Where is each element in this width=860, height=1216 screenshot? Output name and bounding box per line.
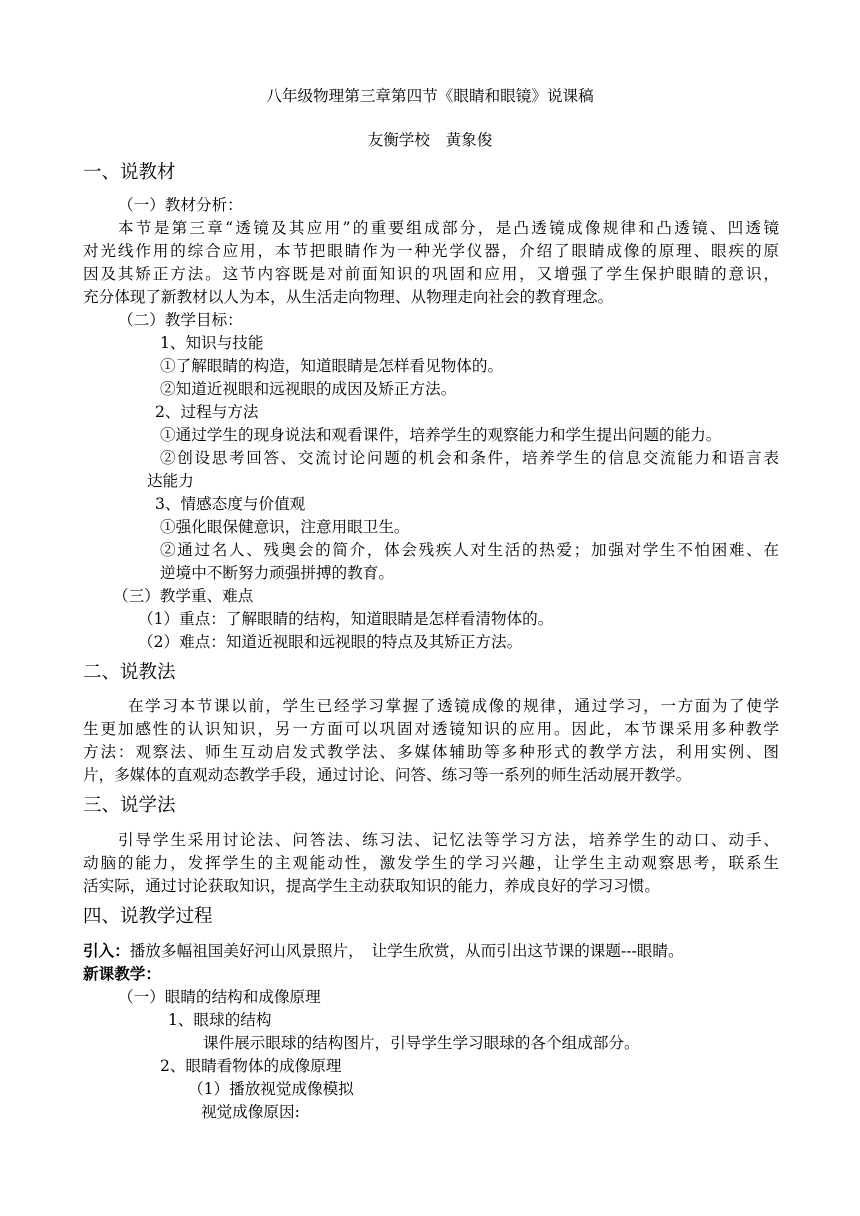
subsection-heading: （一）眼睛的结构和成像原理 — [118, 988, 321, 1006]
paragraph-line: 因及其矫正方法。这节内容既是对前面知识的巩固和应用，又增强了学生保护眼睛的意识， — [83, 265, 779, 283]
paragraph-line: 方法：观察法、师生互动启发式教学法、多媒体辅助等多种形式的教学方法，利用实例、图 — [83, 743, 779, 761]
paragraph-line: 充分体现了新教材以人为本，从生活走向物理、从物理走向社会的教育理念。 — [83, 288, 614, 306]
goal-item-continued: 逆境中不断努力顽强拼搏的教育。 — [160, 564, 394, 582]
paragraph-line: 在学习本节课以前，学生已经学习掌握了透镜成像的规律，通过学习，一方面为了使学 — [128, 697, 779, 715]
subsection-heading: （一）教材分析： — [118, 196, 243, 214]
intro-text: 播放多幅祖国美好河山风景照片， 让学生欣赏，从而引出这节课的课题---眼睛。 — [129, 942, 684, 960]
paragraph-line: 动脑的能力，发挥学生的主观能动性，激发学生的学习兴趣，让学生主动观察思考，联系生 — [83, 854, 779, 872]
paragraph-line: 片，多媒体的直观动态教学手段，通过讨论、问答、练习等一系列的师生活动展开教学。 — [83, 766, 692, 784]
goal-item: ②知道近视眼和远视眼的成因及矫正方法。 — [160, 380, 457, 398]
paragraph-line: 本节是第三章“透镜及其应用”的重要组成部分，是凸透镜成像规律和凸透镜、凹透镜 — [118, 219, 779, 237]
paragraph-line: 活实际，通过讨论获取知识，提高学生主动获取知识的能力，养成良好的学习习惯。 — [83, 877, 660, 895]
subsection-heading: （二）教学目标： — [118, 311, 243, 329]
sub-step-text: 视觉成像原因: — [201, 1103, 300, 1121]
sub-step-heading: （1）播放视觉成像模拟 — [188, 1080, 354, 1098]
section-heading-1: 一、说教材 — [83, 162, 176, 183]
difficult-point: （2）难点：知道近视眼和远视眼的特点及其矫正方法。 — [138, 633, 523, 651]
paragraph-line: 生更加感性的认识知识，另一方面可以巩固对透镜知识的应用。因此，本节课采用多种教学 — [83, 720, 779, 738]
goal-item: ①了解眼睛的构造，知道眼睛是怎样看见物体的。 — [160, 357, 504, 375]
section-heading-3: 三、说学法 — [83, 795, 176, 816]
intro-label: 引入： — [83, 941, 130, 960]
goal-heading: 1、知识与技能 — [160, 334, 264, 352]
subsection-heading: （三）教学重、难点 — [113, 587, 254, 605]
goal-item: ②通过名人、残奥会的简介，体会残疾人对生活的热爱；加强对学生不怕困难、在 — [160, 541, 779, 559]
goal-heading: 2、过程与方法 — [155, 403, 259, 421]
document-title: 八年级物理第三章第四节《眼睛和眼镜》说课稿 — [266, 87, 594, 105]
goal-item: ②创设思考回答、交流讨论问题的机会和条件，培养学生的信息交流能力和语言表 — [160, 449, 779, 467]
document-author: 友衡学校 黄象俊 — [367, 131, 493, 149]
intro-line — [83, 940, 684, 962]
paragraph-line: 对光线作用的综合应用，本节把眼睛作为一种光学仪器，介绍了眼睛成像的原理、眼疾的原 — [83, 242, 779, 260]
goal-item-continued: 达能力 — [147, 472, 194, 490]
section-heading-4: 四、说教学过程 — [83, 906, 213, 927]
key-point: （1）重点：了解眼睛的结构，知道眼睛是怎样看清物体的。 — [138, 610, 554, 628]
paragraph-line: 引导学生采用讨论法、问答法、练习法、记忆法等学习方法，培养学生的动口、动手、 — [118, 831, 779, 849]
new-lesson-label: 新课教学： — [83, 964, 161, 983]
goal-heading: 3、情感态度与价值观 — [155, 495, 306, 513]
goal-item: ①强化眼保健意识，注意用眼卫生。 — [160, 518, 410, 536]
step-heading: 2、眼睛看物体的成像原理 — [160, 1057, 342, 1075]
goal-item: ①通过学生的现身说法和观看课件，培养学生的观察能力和学生提出问题的能力。 — [160, 426, 722, 444]
step-text: 课件展示眼球的结构图片，引导学生学习眼球的各个组成部分。 — [203, 1034, 640, 1052]
step-heading: 1、眼球的结构 — [168, 1011, 272, 1029]
section-heading-2: 二、说教法 — [83, 662, 176, 683]
